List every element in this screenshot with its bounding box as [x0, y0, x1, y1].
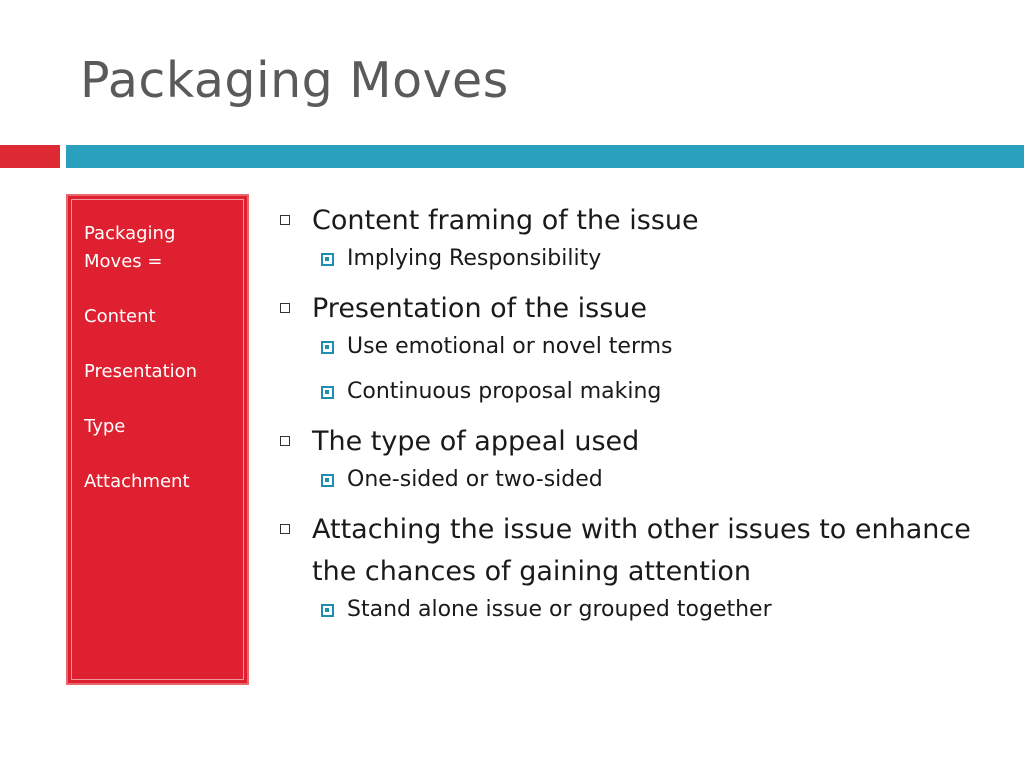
hollow-square-bullet-icon [280, 303, 290, 313]
sidebar-item-type: Type [84, 416, 126, 437]
bullet-attaching-issue [276, 509, 996, 593]
sidebar-list [84, 220, 234, 523]
sub-bullet-text: Continuous proposal making [347, 379, 662, 404]
bullet-text: The type of appeal used [312, 426, 640, 457]
hollow-square-bullet-icon [280, 215, 290, 225]
sub-bullet [276, 243, 996, 275]
hollow-square-bullet-icon [280, 524, 290, 534]
sub-bullet-text: Implying Responsibility [347, 246, 602, 271]
bullet-type-of-appeal [276, 421, 996, 463]
hollow-square-bullet-icon [280, 436, 290, 446]
square-bullet-icon [321, 604, 334, 617]
slide-title: Packaging Moves [80, 52, 509, 109]
square-bullet-icon [321, 253, 334, 266]
sub-bullet-text: Stand alone issue or grouped together [347, 597, 772, 622]
sidebar-item-packaging-moves: Packaging Moves = [84, 223, 176, 272]
bullet-text: Presentation of the issue [312, 293, 648, 324]
sidebar-item-presentation: Presentation [84, 361, 198, 382]
bullet-list [276, 200, 996, 639]
sub-bullet [276, 331, 996, 363]
bullet-presentation [276, 288, 996, 330]
square-bullet-icon [321, 341, 334, 354]
sub-bullet [276, 376, 996, 408]
sidebar-item-attachment: Attachment [84, 471, 190, 492]
square-bullet-icon [321, 386, 334, 399]
title-divider-blue [66, 145, 1024, 168]
bullet-content-framing [276, 200, 996, 242]
sidebar-item-content: Content [84, 306, 156, 327]
sub-bullet [276, 594, 996, 626]
sub-bullet-text: Use emotional or novel terms [347, 334, 673, 359]
title-divider-red [0, 145, 60, 168]
sidebar-panel [66, 194, 249, 685]
sub-bullet-text: One-sided or two-sided [347, 467, 603, 492]
bullet-text: Attaching the issue with other issues to enhance the chances of gaining attention [312, 514, 971, 587]
sub-bullet [276, 464, 996, 496]
bullet-text: Content framing of the issue [312, 205, 699, 236]
square-bullet-icon [321, 474, 334, 487]
